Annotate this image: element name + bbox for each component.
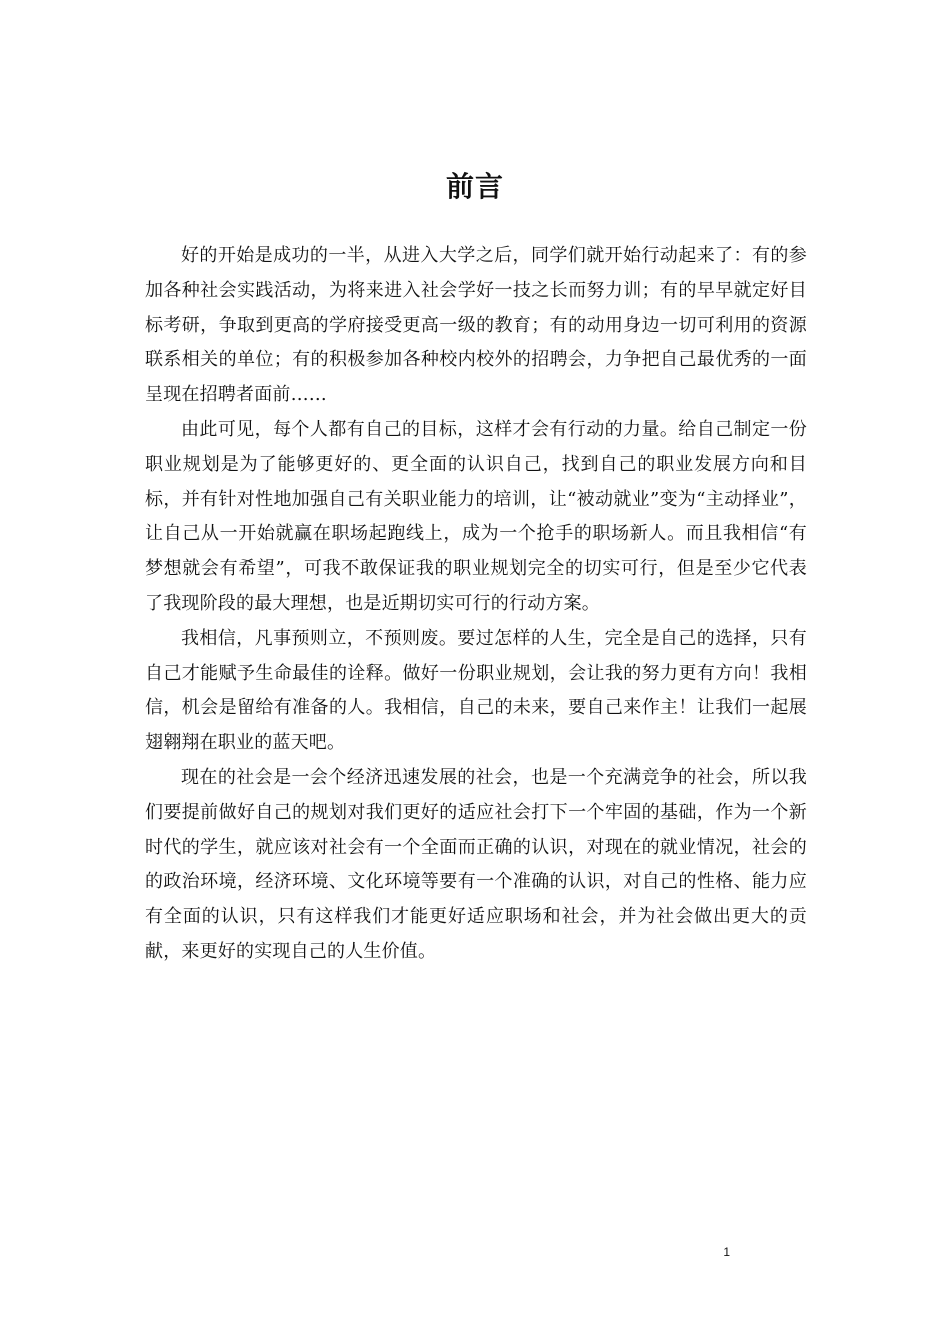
page-number: 1 xyxy=(723,1245,730,1259)
paragraph-4: 现在的社会是一会个经济迅速发展的社会，也是一个充满竞争的社会，所以我们要提前做好自己的规划对我们更好的适应社会打下一个牢固的基础，作为一个新时代的学生，就应该对社会有一个全面而正确的认识，对现在的就业情况，社会的的政治环境，经济环境、文化环境等要有一个准确的认识，对自己的性格、能力应有全面的认识，只有这样我们才能更好适应职场和社会，并为社会做出更大的贡献，来更好的实现自己的人生价值。 xyxy=(145,766,807,962)
paragraph-2: 由此可见，每个人都有自己的目标，这样才会有行动的力量。给自己制定一份职业规划是为了能够更好的、更全面的认识自己，找到自己的职业发展方向和目标，并有针对性地加强自己有关职业能力的培训，让“被动就业”变为“主动择业”，让自己从一开始就赢在职场起跑线上，成为一个抢手的职场新人。而且我相信“有梦想就会有希望”，可我不敢保证我的职业规划完全的切实可行，但是至少它代表了我现阶段的最大理想，也是近期切实可行的行动方案。 xyxy=(145,418,807,614)
body-text xyxy=(145,239,807,970)
page-title: 前言 xyxy=(445,169,504,203)
paragraph-1: 好的开始是成功的一半，从进入大学之后，同学们就开始行动起来了：有的参加各种社会实践活动，为将来进入社会学好一技之长而努力训；有的早早就定好目标考研，争取到更高的学府接受更高一级的教育；有的动用身边一切可利用的资源联系相关的单位；有的积极参加各种校内校外的招聘会，力争把自己最优秀的一面呈现在招聘者面前…… xyxy=(145,245,807,406)
paragraph-3: 我相信，凡事预则立，不预则废。要过怎样的人生，完全是自己的选择，只有自己才能赋予生命最佳的诠释。做好一份职业规划，会让我的努力更有方向！我相信，机会是留给有准备的人。我相信，自己的未来，要自己来作主！让我们一起展翅翱翔在职业的蓝天吧。 xyxy=(145,627,807,754)
